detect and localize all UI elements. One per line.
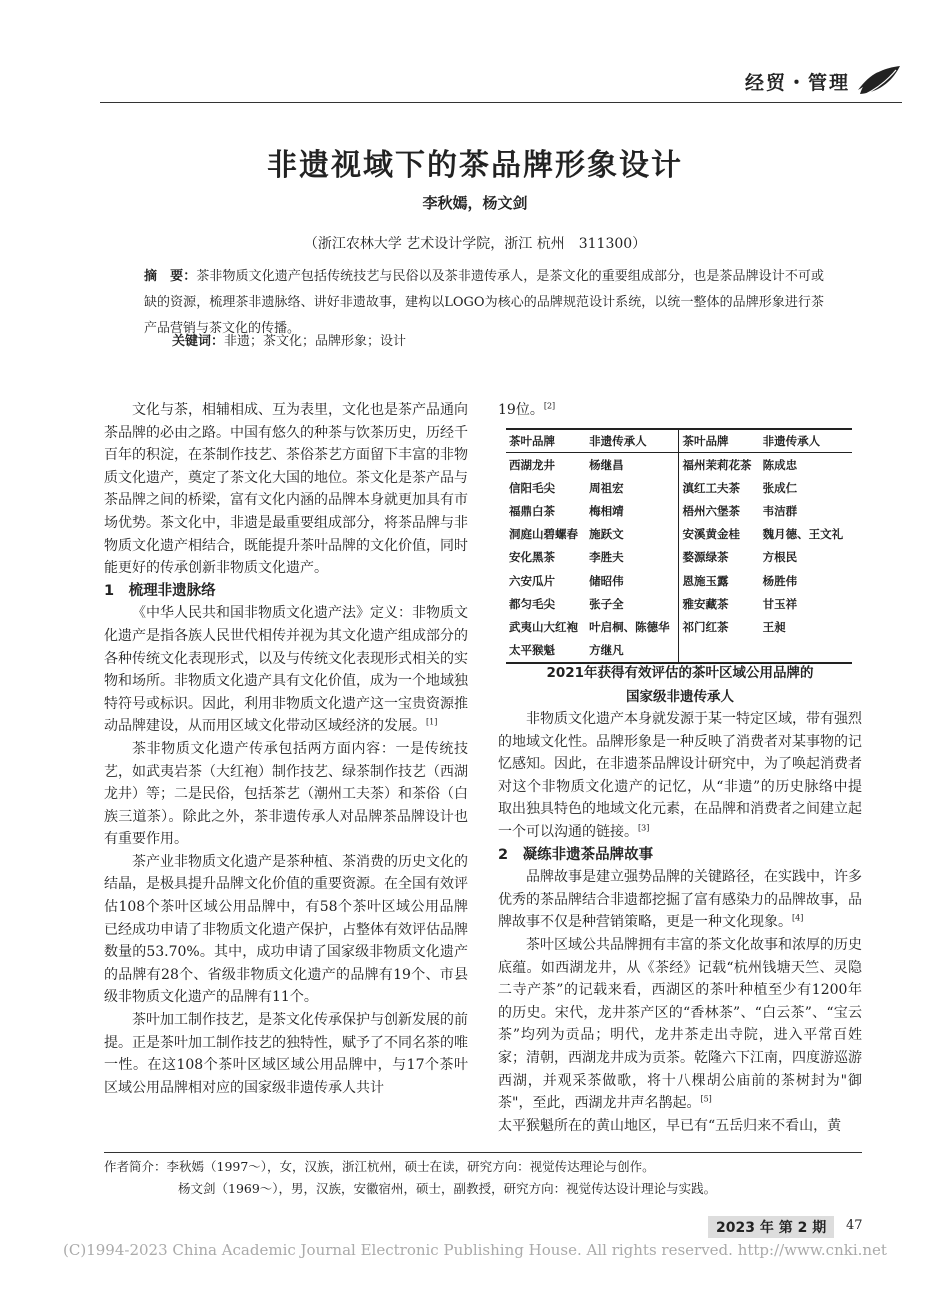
paragraph-continuation xyxy=(498,399,862,422)
table-cell xyxy=(679,639,760,662)
table-cell: 张子全 xyxy=(589,596,624,611)
table-header-row xyxy=(506,430,852,453)
table-cell: 西湖龙井 xyxy=(509,457,555,472)
table-cell: 方根民 xyxy=(762,550,798,565)
table-cell: 施跃文 xyxy=(589,527,624,542)
table-cell: 太平猴魁 xyxy=(509,643,555,658)
table-cell: 梧州六堡茶 xyxy=(679,499,760,522)
footnote-line: 作者简介：李秋嫣（1997～），女，汉族，浙江杭州，硕士在读，研究方向：视觉传达理论与创作。 xyxy=(104,1159,655,1174)
paragraph: 文化与茶，相辅相成、互为表里，文化也是茶产品通向茶品牌的必由之路。中国有悠久的种茶与饮茶历史，历经千百年的积淀，在茶制作技艺、茶俗茶艺方面留下丰富的非物质文化遗产，奠定了茶文化大国的地位。茶文化是茶产品与茶品牌之间的桥梁，富有文化内涵的品牌本身就更加具有市场优势。茶文化中，非遗是最重要组成部分，将茶品牌与非物质文化遗产相结合，既能提升茶叶品牌的文化价值，同时能更好的传承创新非物质文化遗产。 xyxy=(104,402,468,577)
table-header: 茶叶品牌 xyxy=(679,430,760,453)
table-cell: 六安瓜片 xyxy=(509,573,555,588)
page-number: 47 xyxy=(846,1218,863,1233)
abstract-text: 茶非物质文化遗产包括传统技艺与民俗以及茶非遗传承人，是茶文化的重要组成部分，也是茶品牌设计不可或缺的资源，梳理茶非遗脉络、讲好非遗故事，建构以LOGO为核心的品牌规范设计系统，以统一整体的品牌形象进行茶产品营销与茶文化的传播。 xyxy=(144,269,824,336)
table-row xyxy=(506,592,852,615)
paragraph xyxy=(104,602,468,738)
header-rule xyxy=(100,102,902,103)
paragraph: 茶非物质文化遗产传承包括两方面内容：一是传统技艺，如武夷岩茶（大红袍）制作技艺、绿茶制作技艺（西湖龙井）等；二是民俗，包括茶艺（潮州工夫茶）和茶俗（白族三道茶）。除此之外，茶非遗传承人对品牌茶品牌设计也有重要作用。 xyxy=(104,740,468,848)
table-header: 非遗传承人 xyxy=(586,430,679,453)
table-cell: 王昶 xyxy=(762,619,786,634)
table-cell: 陈成忠 xyxy=(762,457,798,472)
authors: 李秋嫣，杨文剑 xyxy=(422,194,528,212)
table-row xyxy=(506,639,852,662)
table-cell: 梅相靖 xyxy=(589,503,624,518)
paragraph xyxy=(498,866,862,934)
paragraph: 太平猴魁所在的黄山地区，早已有“五岳归来不看山，黄 xyxy=(498,1117,842,1134)
table-row xyxy=(506,569,852,592)
table-row xyxy=(506,453,852,477)
table-header: 非遗传承人 xyxy=(760,430,852,453)
table-cell: 安化黑茶 xyxy=(509,550,555,565)
right-column-top xyxy=(498,399,862,422)
table-cell: 恩施玉露 xyxy=(679,569,760,592)
table-cell: 储昭伟 xyxy=(589,573,624,588)
paragraph: 茶叶加工制作技艺，是茶文化传承保护与创新发展的前提。正是茶叶加工制作技艺的独特性，赋予了不同名茶的唯一性。在这108个茶叶区域区域公用品牌中，与17个茶叶区域公用品牌相对应的国家级非遗传承人共计 xyxy=(104,1012,468,1096)
abstract-label: 摘 要： xyxy=(144,269,197,284)
article-title: 非遗视域下的茶品牌形象设计 xyxy=(267,148,683,183)
table-cell: 叶启桐、陈德华 xyxy=(589,619,670,634)
right-column-bottom xyxy=(498,708,862,1137)
keywords-text: 非遗；茶文化；品牌形象；设计 xyxy=(224,334,407,349)
table-cell: 洞庭山碧螺春 xyxy=(509,527,578,542)
keywords xyxy=(172,330,406,349)
paragraph xyxy=(498,934,862,1115)
paragraph xyxy=(498,708,862,844)
leaf-logo-icon xyxy=(856,64,902,100)
table-cell: 信阳毛尖 xyxy=(509,480,555,495)
caption-line: 国家级非遗传承人 xyxy=(626,689,734,705)
paragraph: 茶产业非物质文化遗产是茶种植、茶消费的历史文化的结晶，是极具提升品牌文化价值的重要资源。在全国有效评估108个茶叶区域公用品牌中，有58个茶叶区域公用品牌已经成功申请了非物质文化遗产保护，占整体有效评估品牌数量的53.70%。其中，成功申请了国家级非物质文化遗产的品牌有28个、省级非物质文化遗产的品牌有19个、市县级非物质文化遗产的品牌有11个。 xyxy=(104,853,468,1006)
table-row xyxy=(506,615,852,638)
table-cell: 婺源绿茶 xyxy=(679,546,760,569)
paragraph-text: 茶叶区域公共品牌拥有丰富的茶文化故事和浓厚的历史底蕴。如西湖龙井，从《茶经》记载“杭州钱塘天竺、灵隐二寺产茶”的记载来看，西湖区的茶叶种植至少有1200年的历史。宋代，龙井茶产区的“香林茶”、“白云茶”、“宝云茶”均列为贡品；明代，龙井茶走出寺院，进入平常百姓家；清朝，西湖龙井成为贡茶。乾隆六下江南，四度游巡游西湖，并观采茶做歌，将十八棵胡公庙前的茶树封为"御茶"，至此，西湖龙井声名鹊起。 xyxy=(498,936,862,1112)
citation-ref: [5] xyxy=(700,1094,712,1104)
heritage-table xyxy=(506,428,852,664)
table-cell: 韦洁群 xyxy=(762,503,798,518)
paragraph-text: 19位。 xyxy=(498,402,544,418)
table-header: 茶叶品牌 xyxy=(506,430,586,453)
table-cell: 方继凡 xyxy=(589,643,624,658)
citation-ref: [2] xyxy=(543,401,556,411)
section-heading-2: 2 凝练非遗茶品牌故事 xyxy=(498,846,654,863)
citation-ref: [1] xyxy=(426,717,438,727)
table-cell: 周祖宏 xyxy=(589,480,624,495)
table-cell: 甘玉祥 xyxy=(762,596,798,611)
table-caption xyxy=(498,661,862,709)
table-cell xyxy=(760,639,852,662)
table-row xyxy=(506,523,852,546)
section-heading-1: 1 梳理非遗脉络 xyxy=(104,582,216,599)
affiliation: （浙江农林大学 艺术设计学院，浙江 杭州 311300） xyxy=(303,236,647,252)
table-cell: 安溪黄金桂 xyxy=(679,523,760,546)
footnote-rule xyxy=(104,1152,862,1153)
paragraph-text: 《中华人民共和国非物质文化遗产法》定义：非物质文化遗产是指各族人民世代相传并视为其文化遗产组成部分的各种传统文化表现形式，以及与传统文化表现形式相关的实物和场所。非物质文化遗产具有文化价值，成为一个地域独特符号或标识。因此，利用非物质文化遗产这一宝贵资源推动品牌建设，从而用区域文化带动区域经济的发展。 xyxy=(104,605,468,735)
paragraph-text: 品牌故事是建立强势品牌的关键路径，在实践中，许多优秀的茶品牌结合非遗都挖掘了富有感染力的品牌故事，品牌故事不仅是种营销策略，更是一种文化现象。 xyxy=(498,869,862,931)
footnote-line: 杨文剑（1969～），男，汉族，安徽宿州，硕士，副教授，研究方向：视觉传达设计理论与实践。 xyxy=(178,1181,717,1196)
table-cell: 张成仁 xyxy=(762,480,798,495)
cnki-watermark: (C)1994-2023 China Academic Journal Electronic Publishing House. All rights reserved. http://www.cnki.net xyxy=(63,1241,887,1259)
table-cell: 武夷山大红袍 xyxy=(509,619,578,634)
table-cell: 福鼎白茶 xyxy=(509,503,555,518)
citation-ref: [4] xyxy=(792,913,804,923)
keywords-label: 关键词： xyxy=(172,334,225,349)
table-cell: 杨继昌 xyxy=(589,457,624,472)
issue-badge: 2023 年 第 2 期 xyxy=(708,1216,834,1238)
table-cell: 雅安藏茶 xyxy=(679,592,760,615)
table-cell: 杨胜伟 xyxy=(762,573,798,588)
table-row xyxy=(506,499,852,522)
section-label: 经贸・管理 xyxy=(744,72,850,94)
table-row xyxy=(506,476,852,499)
table-cell: 都匀毛尖 xyxy=(509,596,555,611)
table-cell: 祁门红茶 xyxy=(679,615,760,638)
table-cell: 李胜夫 xyxy=(589,550,624,565)
table-cell: 福州茉莉花茶 xyxy=(679,453,760,477)
left-column xyxy=(104,399,468,1099)
table-cell: 魏月德、王文礼 xyxy=(762,527,844,542)
author-footnote xyxy=(104,1156,716,1200)
caption-line: 2021年获得有效评估的茶叶区域公用品牌的 xyxy=(546,665,814,681)
table-row xyxy=(506,546,852,569)
table-cell: 滇红工夫茶 xyxy=(679,476,760,499)
citation-ref: [3] xyxy=(638,823,650,833)
paragraph-text: 非物质文化遗产本身就发源于某一特定区域，带有强烈的地域文化性。品牌形象是一种反映了消费者对某事物的记忆感知。因此，在非遗茶品牌设计研究中，为了唤起消费者对这个非物质文化遗产的记忆，从“非遗”的历史脉络中提取出独具特色的地域文化元素，在品牌和消费者之间建立起一个可以沟通的链接。 xyxy=(498,711,862,840)
